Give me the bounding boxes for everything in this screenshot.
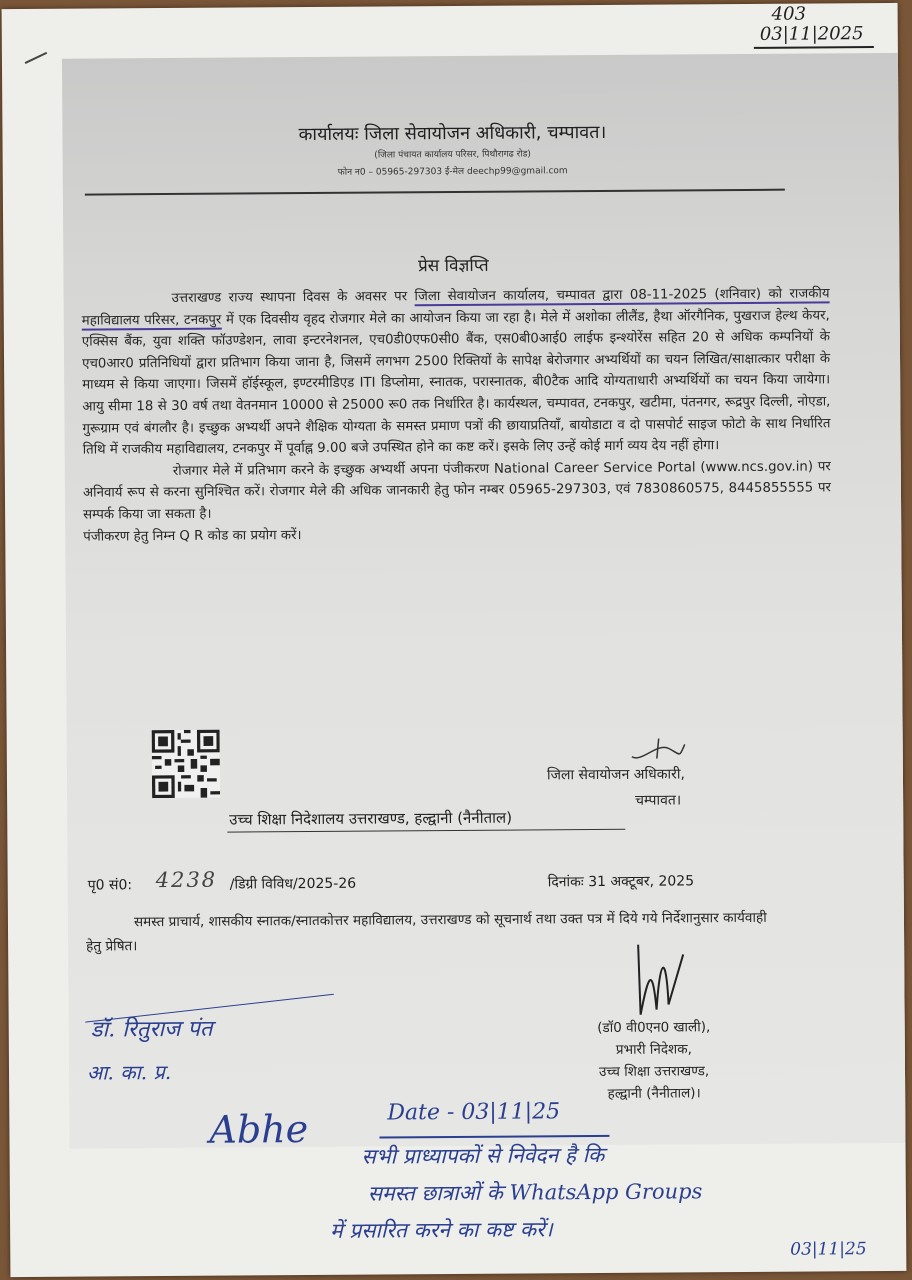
body-paragraph-2: रोजगार मेले में प्रतिभाग करने के इच्छुक अभ्यर्थी अपना पंजीकरण National Career Service Portal (www.ncs.gov.in) पर अनिवार्य रूप से करना सुनिश्चित करें। रोजगार मेले की अधिक जानकारी हेतु फोन नम्बर 05965-297303, एवं 7830860575, 8445855555 पर सम्पर्क किया जा सकता है।: [82, 459, 832, 523]
officer-title: जिला सेवायोजन अधिकारी,: [546, 766, 685, 784]
reference-label: पृ0 सं0:: [87, 877, 133, 894]
press-release-title: प्रेस विज्ञप्ति: [417, 255, 489, 277]
body-paragraph-1: [82, 283, 831, 461]
receipt-stamp-rule: [754, 46, 874, 49]
office-address: (जिला पंचायत कार्यालय परिसर, पिथौरागढ रोड): [374, 149, 531, 161]
forwarding-text: समस्त प्राचार्य, शासकीय स्नातक/स्नातकोत्तर महाविद्यालय, उत्तराखण्ड को सूचनार्थ तथा उक्त पत्र में दिये गये निर्देशानुसार कार्यवाही हेतु प्रेषित।: [86, 909, 767, 955]
document-page: [2, 3, 907, 1277]
handwritten-note-line-2: समस्त छात्राओं के WhatsApp Groups: [367, 1179, 703, 1206]
handwritten-name-sub: आ. का. प्र.: [86, 1059, 172, 1085]
director-block: [564, 1016, 745, 1105]
handwritten-signature: Abhe: [209, 1107, 309, 1152]
reference-suffix: /डिग्री विविध/2025-26: [229, 875, 357, 893]
para1-underlined-venue: जिला सेवायोजन कार्यालय, चम्पावत द्वारा 08-11-2025 (शनिवार) को राजकीय महाविद्यालय परिसर, टनकपुर: [81, 286, 830, 329]
director-place: हल्द्वानी (नैनीताल)।: [607, 1085, 701, 1102]
directorate-name: उच्च शिक्षा निदेशालय उत्तराखण्ड, हल्द्वानी (नैनीताल): [229, 808, 513, 829]
officer-place: चम्पावत।: [635, 792, 682, 809]
corner-mark: [25, 52, 48, 64]
para1-rest: में एक दिवसीय वृहद रोजगार मेले का आयोजन किया जा रहा है। मेले में अशोका लीलैंड, हैथा ऑरगैनिक, पुखराज हेल्थ केयर, एक्सिस बैंक, युवा शक्ति फॉउण्डेशन, लावा इन्टरनेशनल, एच0डी0एफ0सी0 बैंक, एस0बी0आई0 लाईफ इन्श्योरेंस सहित 20 से अधिक कम्पनियों के एच0आर0 प्रतिनिधियों द्वारा प्रतिभाग किया जाना है, जिसमें लगभग 2500 रिक्तियों के सापेक्ष बेरोजगार अभ्यर्थियों का चयन लिखित/साक्षात्कार परीक्षा के माध्यम से किया जाएगा। जिसमें हॉईस्कूल, इण्टरमीडिएड ITI डिप्लोमा, स्नातक, परास्नातक, बी0टैक आदि योग्यताधारी अभ्यर्थियों का चयन किया जायेगा। आयु सीमा 18 से 30 वर्ष तथा वेतनमान 10000 से 25000 रू0 तक निर्धारित है। कार्यस्थल, चम्पावत, टनकपुर, खटीमा, पंतनगर, रूद्रपुर दिल्ली, नोएडा, गुरूग्राम एवं बंगलौर है। इच्छुक अभ्यर्थी अपने शैक्षिक योग्यता के समस्त प्रमाण पत्रों की छायाप्रतियाँ, बायोडाटा व दो पासपोर्ट साइज फोटो के साथ निर्धारित तिथि में राजकीय महाविद्यालय, टनकपुर में पूर्वाह्न 9.00 बजे उपस्थित होने का कष्ट करें। इसके लिए उन्हें कोई मार्ग व्यय देय नहीं होगा।: [81, 307, 831, 458]
officer-signature: [627, 734, 687, 764]
para1-start: उत्तराखण्ड राज्य स्थापना दिवस के अवसर पर: [171, 289, 415, 306]
handwritten-name: डॉ. रितुराज पंत: [90, 1016, 213, 1043]
director-department: उच्च शिक्षा उत्तराखण्ड,: [598, 1063, 710, 1080]
handwritten-note-date: Date - 03|11|25: [387, 1099, 561, 1126]
receipt-stamp-date: 03|11|2025: [759, 23, 864, 45]
handwritten-note-line-3: में प्रसारित करने का कष्ट करें।: [330, 1217, 553, 1243]
reference-date: दिनांकः 31 अक्टूबर, 2025: [547, 873, 695, 891]
receipt-stamp-number: 403: [771, 3, 807, 25]
handwritten-note-line-1: सभी प्राध्यापकों से निवेदन है कि: [361, 1142, 605, 1169]
director-designation: प्रभारी निदेशक,: [615, 1041, 692, 1058]
qr-code-icon: [152, 730, 220, 798]
director-name: (डॉ0 वी0एन0 खाली),: [597, 1019, 711, 1037]
handwritten-note-sign-date: 03|11|25: [790, 1239, 867, 1260]
photocopy-area: [62, 53, 906, 1149]
press-release-body: [82, 283, 832, 547]
director-signature: [618, 934, 699, 1025]
office-contact: फोन न0 – 05965-297303 ई-मेल deechp99@gmail.com: [337, 166, 568, 178]
office-title: कार्यालयः जिला सेवायोजन अधिकारी, चम्पावत।: [298, 121, 607, 146]
reference-number: 4238: [155, 867, 218, 893]
body-paragraph-3: पंजीकरण हेतु निम्न Q R कोड का प्रयोग करें।: [83, 527, 302, 545]
